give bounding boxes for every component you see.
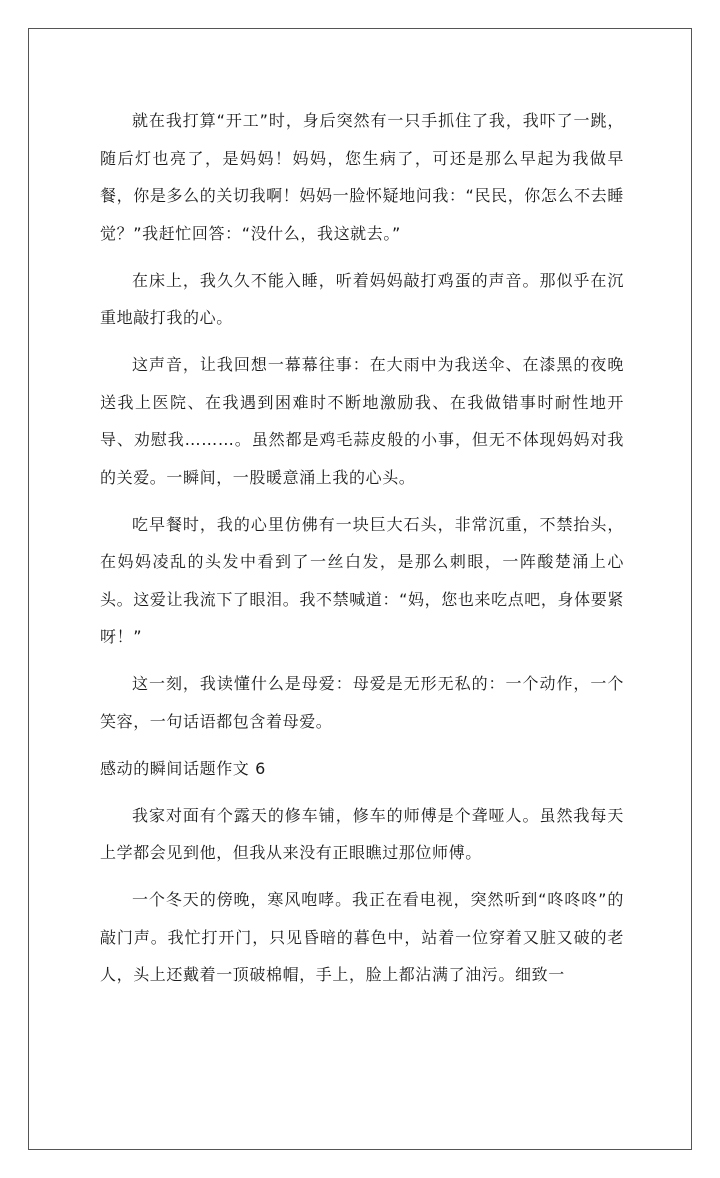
paragraph: 这声音，让我回想一幕幕往事：在大雨中为我送伞、在漆黑的夜晚送我上医院、在我遇到困难时不断地激励我、在我做错事时耐性地开导、劝慰我………。虽然都是鸡毛蒜皮般的小事，但无不体现妈妈对我的关爱。一瞬间，一股暖意涌上我的心头。	[100, 355, 624, 487]
document-body	[100, 102, 624, 994]
paragraph: 我家对面有个露天的修车铺，修车的师傅是个聋哑人。虽然我每天上学都会见到他，但我从来没有正眼瞧过那位师傅。	[100, 805, 624, 862]
paragraph: 吃早餐时，我的心里仿佛有一块巨大石头，非常沉重，不禁抬头，在妈妈凌乱的头发中看到了一丝白发，是那么刺眼，一阵酸楚涌上心头。这爱让我流下了眼泪。我不禁喊道：“妈，您也来吃点吧，身体要紧呀！”	[100, 514, 624, 646]
paragraph: 这一刻，我读懂什么是母爱：母爱是无形无私的：一个动作，一个笑容，一句话语都包含着母爱。	[100, 674, 624, 731]
paragraph: 就在我打算“开工”时，身后突然有一只手抓住了我，我吓了一跳，随后灯也亮了，是妈妈！妈妈，您生病了，可还是那么早起为我做早餐，你是多么的关切我啊！妈妈一脸怀疑地问我：“民民，你怎么不去睡觉？”我赶忙回答：“没什么，我这就去。”	[100, 111, 624, 243]
section-heading: 感动的瞬间话题作文 6	[100, 758, 266, 778]
paragraph: 一个冬天的傍晚，寒风咆哮。我正在看电视，突然听到“咚咚咚”的敲门声。我忙打开门，只见昏暗的暮色中，站着一位穿着又脏又破的老人，头上还戴着一顶破棉帽，手上，脸上都沾满了油污。细致一	[100, 890, 624, 984]
paragraph: 在床上，我久久不能入睡，听着妈妈敲打鸡蛋的声音。那似乎在沉重地敲打我的心。	[100, 270, 624, 327]
